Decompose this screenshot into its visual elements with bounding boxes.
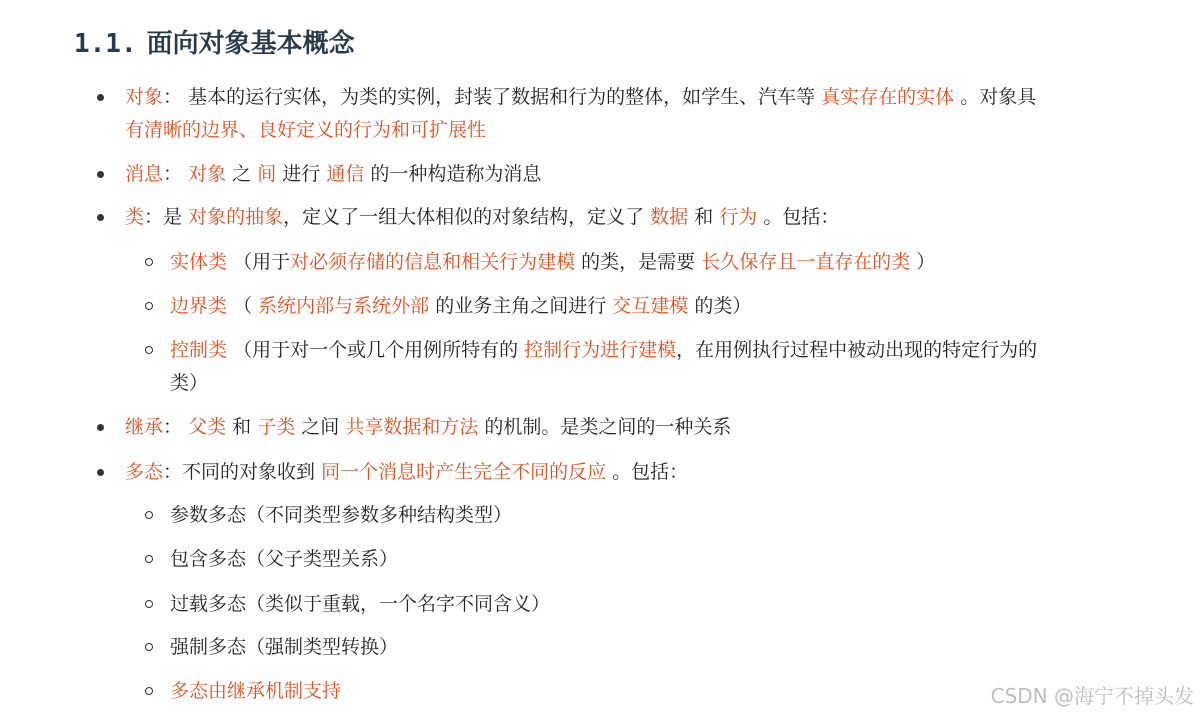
item-text: 控制类 （用于对一个或几个用例所特有的 控制行为进行建模，在用例执行过程中被动出现的特定行为的 — [170, 339, 1038, 361]
bullet-dot-icon — [97, 424, 104, 431]
item-text: 实体类 （用于对必须存储的信息和相关行为建模 的类，是需要 长久保存且一直存在的类 ） — [170, 251, 936, 273]
item-text: 继承： 父类 和 子类 之间 共享数据和方法 的机制。是类之间的一种关系 — [125, 416, 732, 438]
item-text: 多态：不同的对象收到 同一个消息时产生完全不同的反应 。包括： — [125, 461, 689, 483]
item-text: 边界类 （ 系统内部与系统外部 的业务主角之间进行 交互建模 的类） — [170, 295, 752, 317]
bullet-circle-icon — [145, 258, 153, 266]
bullet-dot-icon — [97, 94, 104, 101]
bullet-dot-icon — [97, 469, 104, 476]
section-heading — [74, 26, 355, 62]
highlight: 有清晰的边界、良好定义的行为和可扩展性 — [125, 119, 487, 141]
bullet-circle-icon — [145, 600, 153, 608]
bullet-circle-icon — [145, 346, 153, 354]
term: 实体类 — [170, 251, 228, 273]
term: 消息 — [125, 163, 164, 185]
term: 对象 — [125, 86, 164, 108]
bullet-circle-icon — [145, 555, 153, 563]
bullet-circle-icon — [145, 643, 153, 651]
term: 继承 — [125, 416, 164, 438]
highlight: 真实存在的实体 — [821, 86, 955, 108]
term: 多态 — [125, 461, 164, 483]
section-number: 1.1. — [74, 29, 137, 59]
bullet-circle-icon — [145, 302, 153, 310]
item-text: 类：是 对象的抽象，定义了一组大体相似的对象结构，定义了 数据 和 行为 。包括： — [125, 206, 840, 228]
bullet-dot-icon — [97, 171, 104, 178]
bullet-circle-icon — [145, 687, 153, 695]
bullet-circle-icon — [145, 511, 153, 519]
section-title: 面向对象基本概念 — [146, 29, 355, 59]
term: 控制类 — [170, 339, 228, 361]
term: 边界类 — [170, 295, 228, 317]
bullet-dot-icon — [97, 214, 104, 221]
term: 类 — [125, 206, 145, 228]
item-text: 对象： 基本的运行实体，为类的实例，封装了数据和行为的整体，如学生、汽车等 真实存在的实体 。对象具 — [125, 86, 1037, 108]
watermark: CSDN @海宁不掉头发 — [990, 684, 1194, 708]
item-text: 消息： 对象 之 间 进行 通信 的一种构造称为消息 — [125, 163, 542, 185]
